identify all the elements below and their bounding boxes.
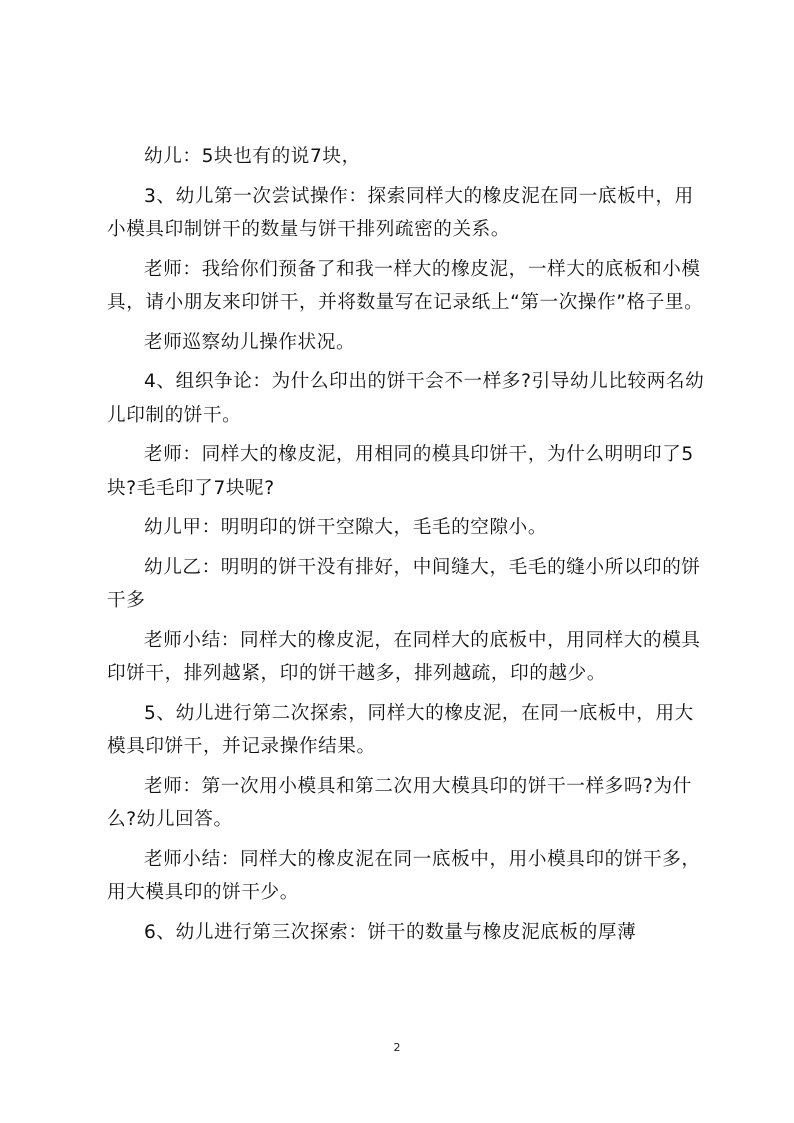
paragraph-1: 幼儿：5块也有的说7块，	[144, 146, 361, 167]
paragraph-7: 幼儿甲：明明印的饼干空隙大，毛毛的空隙小。	[144, 517, 548, 538]
paragraph-3: 老师：我给你们预备了和我一样大的橡皮泥，一样大的底板和小模具，请小朋友来印饼干，并将数量写在记录纸上“第一次操作”格子里。	[107, 258, 704, 313]
document-body	[107, 140, 707, 949]
paragraph-8: 幼儿乙：明明的饼干没有排好，中间缝大，毛毛的缝小所以印的饼干多	[107, 556, 701, 611]
paragraph-11: 老师：第一次用小模具和第二次用大模具印的饼干一样多吗?为什么?幼儿回答。	[107, 775, 692, 830]
paragraph-2: 3、幼儿第一次尝试操作：探索同样大的橡皮泥在同一底板中，用小模具印制饼干的数量与饼干排列疏密的关系。	[107, 185, 694, 240]
paragraph-4: 老师巡察幼儿操作状况。	[144, 331, 356, 353]
paragraph-9: 老师小结：同样大的橡皮泥，在同样大的底板中，用同样大的模具印饼干，排列越紧，印的饼干越多，排列越疏，印的越少。	[107, 629, 701, 684]
paragraph-10: 5、幼儿进行第二次探索，同样大的橡皮泥，在同一底板中，用大模具印饼干，并记录操作结果。	[107, 702, 694, 757]
paragraph-5: 4、组织争论：为什么印出的饼干会不一样多?引导幼儿比较两名幼儿印制的饼干。	[107, 371, 705, 426]
paragraph-13: 6、幼儿进行第三次探索：饼干的数量与橡皮泥底板的厚薄	[144, 921, 637, 943]
paragraph-6: 老师：同样大的橡皮泥，用相同的模具印饼干，为什么明明印了5块?毛毛印了7块呢?	[107, 444, 694, 499]
paragraph-12: 老师小结：同样大的橡皮泥在同一底板中，用小模具印的饼干多，用大模具印的饼干少。	[107, 848, 701, 903]
page-number: 2	[393, 1041, 401, 1054]
